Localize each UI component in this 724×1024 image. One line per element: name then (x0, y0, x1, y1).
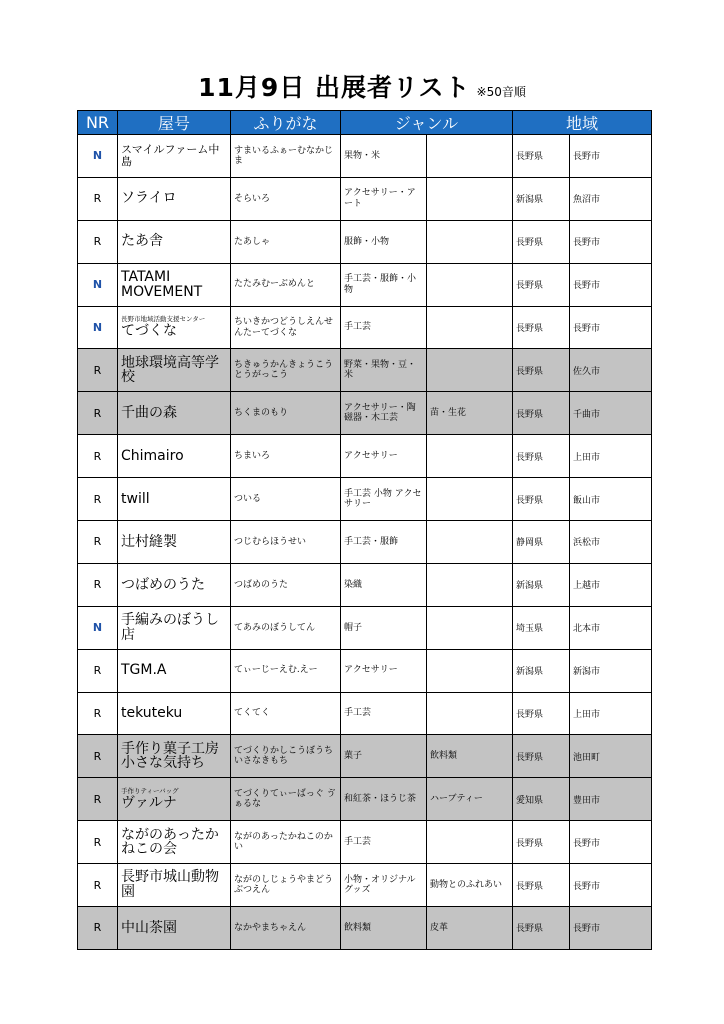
genre-cell-1: 飲料類 (341, 907, 427, 950)
genre-cell-2 (427, 521, 513, 564)
genre-cell-2 (427, 177, 513, 220)
city-cell: 長野市 (570, 864, 652, 907)
kana-cell: つじむらほうせい (231, 521, 341, 564)
city-cell: 豊田市 (570, 778, 652, 821)
kana-cell: たたみむーぶめんと (231, 263, 341, 306)
table-row (78, 907, 652, 950)
kana-cell: そらいろ (231, 177, 341, 220)
name-cell: TATAMI MOVEMENT (118, 263, 231, 306)
prefecture-cell: 長野県 (513, 478, 570, 521)
genre-cell-2: 苗・生花 (427, 392, 513, 435)
genre-cell-1: 野菜・果物・豆・米 (341, 349, 427, 392)
genre-cell-2 (427, 478, 513, 521)
table-row (78, 606, 652, 649)
city-cell: 長野市 (570, 263, 652, 306)
nr-cell: R (78, 864, 118, 907)
city-cell: 浜松市 (570, 521, 652, 564)
genre-cell-1: 小物・オリジナルグッズ (341, 864, 427, 907)
table-row (78, 220, 652, 263)
nr-cell: R (78, 478, 118, 521)
city-cell: 上田市 (570, 435, 652, 478)
city-cell: 千曲市 (570, 392, 652, 435)
table-row (78, 177, 652, 220)
genre-cell-2: 皮革 (427, 907, 513, 950)
genre-cell-1: 和紅茶・ほうじ茶 (341, 778, 427, 821)
kana-cell: てづくりかしこうぼうちいさなきもち (231, 735, 341, 778)
city-cell: 新潟市 (570, 649, 652, 692)
genre-cell-2: ハーブティー (427, 778, 513, 821)
page-title: 11月9日 出展者リスト (198, 73, 471, 102)
nr-cell: R (78, 649, 118, 692)
kana-cell: てぃーじーえむ.えー (231, 649, 341, 692)
nr-cell: N (78, 135, 118, 178)
city-cell: 上田市 (570, 692, 652, 735)
city-cell: 佐久市 (570, 349, 652, 392)
table-row (78, 135, 652, 178)
city-cell: 長野市 (570, 907, 652, 950)
kana-cell: てくてく (231, 692, 341, 735)
prefecture-cell: 長野県 (513, 864, 570, 907)
prefecture-cell: 長野県 (513, 735, 570, 778)
name-cell: tekuteku (118, 692, 231, 735)
name-cell: 中山茶園 (118, 907, 231, 950)
name-cell: 辻村縫製 (118, 521, 231, 564)
city-cell: 魚沼市 (570, 177, 652, 220)
table-row (78, 478, 652, 521)
genre-cell-2 (427, 563, 513, 606)
table-row (78, 435, 652, 478)
prefecture-cell: 新潟県 (513, 177, 570, 220)
prefecture-cell: 埼玉県 (513, 606, 570, 649)
city-cell: 長野市 (570, 821, 652, 864)
kana-cell: たあしゃ (231, 220, 341, 263)
title-block (0, 68, 724, 108)
nr-cell: R (78, 563, 118, 606)
nr-cell: R (78, 435, 118, 478)
nr-cell: R (78, 521, 118, 564)
genre-cell-2 (427, 821, 513, 864)
table-row (78, 392, 652, 435)
genre-cell-2 (427, 606, 513, 649)
prefecture-cell: 新潟県 (513, 649, 570, 692)
nr-cell: R (78, 907, 118, 950)
prefecture-cell: 長野県 (513, 135, 570, 178)
genre-cell-1: 帽子 (341, 606, 427, 649)
nr-cell: R (78, 220, 118, 263)
nr-cell: R (78, 821, 118, 864)
name-cell: たあ舎 (118, 220, 231, 263)
genre-cell-1: 手工芸 (341, 692, 427, 735)
table-row (78, 263, 652, 306)
name-cell: 長野市城山動物園 (118, 864, 231, 907)
genre-cell-1: アクセサリー・陶磁器・木工芸 (341, 392, 427, 435)
header-nr: NR (78, 111, 118, 135)
header-name: 屋号 (118, 111, 231, 135)
exhibitor-table (77, 110, 652, 950)
name-cell: ながのあったかねこの会 (118, 821, 231, 864)
genre-cell-1: アクセサリー (341, 435, 427, 478)
name-cell: Chimairo (118, 435, 231, 478)
table-row (78, 692, 652, 735)
name-main: てづくな (121, 322, 177, 339)
header-row (78, 111, 652, 135)
name-cell: 地球環境高等学校 (118, 349, 231, 392)
kana-cell: ちまいろ (231, 435, 341, 478)
genre-cell-1: 服飾・小物 (341, 220, 427, 263)
kana-cell: つばめのうた (231, 563, 341, 606)
prefecture-cell: 長野県 (513, 821, 570, 864)
genre-cell-1: 手工芸・服飾・小物 (341, 263, 427, 306)
kana-cell: すまいるふぁーむなかじま (231, 135, 341, 178)
name-cell: つばめのうた (118, 563, 231, 606)
genre-cell-2: 飲料類 (427, 735, 513, 778)
genre-cell-1: 手工芸・服飾 (341, 521, 427, 564)
kana-cell: なかやまちゃえん (231, 907, 341, 950)
kana-cell: ながのしじょうやまどうぶつえん (231, 864, 341, 907)
header-region: 地域 (513, 111, 652, 135)
genre-cell-2 (427, 263, 513, 306)
kana-cell: ちきゅうかんきょうこうとうがっこう (231, 349, 341, 392)
city-cell: 長野市 (570, 220, 652, 263)
kana-cell: てづくりてぃーばっぐ ゔぁるな (231, 778, 341, 821)
genre-cell-2 (427, 649, 513, 692)
header-kana: ふりがな (231, 111, 341, 135)
nr-cell: R (78, 177, 118, 220)
name-sub: 手作りティーバッグ (121, 786, 179, 795)
genre-cell-2 (427, 435, 513, 478)
genre-cell-1: 手工芸 小物 アクセサリー (341, 478, 427, 521)
nr-cell: R (78, 349, 118, 392)
nr-cell: N (78, 606, 118, 649)
name-cell (118, 306, 231, 349)
genre-cell-2 (427, 220, 513, 263)
city-cell: 飯山市 (570, 478, 652, 521)
city-cell: 池田町 (570, 735, 652, 778)
table-row (78, 778, 652, 821)
nr-cell: R (78, 735, 118, 778)
kana-cell: ながのあったかねこのかい (231, 821, 341, 864)
city-cell: 長野市 (570, 135, 652, 178)
nr-cell: R (78, 778, 118, 821)
nr-cell: N (78, 263, 118, 306)
table-row (78, 306, 652, 349)
kana-cell: てあみのぼうしてん (231, 606, 341, 649)
kana-cell: ちいきかつどうしえんせんたーてづくな (231, 306, 341, 349)
nr-cell: R (78, 692, 118, 735)
table-row (78, 821, 652, 864)
genre-cell-1: 菓子 (341, 735, 427, 778)
prefecture-cell: 長野県 (513, 263, 570, 306)
genre-cell-1: 手工芸 (341, 821, 427, 864)
table-row (78, 521, 652, 564)
prefecture-cell: 長野県 (513, 692, 570, 735)
nr-cell: R (78, 392, 118, 435)
table-body (78, 135, 652, 950)
prefecture-cell: 長野県 (513, 349, 570, 392)
genre-cell-1: 果物・米 (341, 135, 427, 178)
table-row (78, 563, 652, 606)
name-cell: twill (118, 478, 231, 521)
prefecture-cell: 長野県 (513, 306, 570, 349)
prefecture-cell: 長野県 (513, 435, 570, 478)
city-cell: 上越市 (570, 563, 652, 606)
genre-cell-1: 染織 (341, 563, 427, 606)
nr-cell: N (78, 306, 118, 349)
name-main: ヴァルナ (121, 794, 177, 811)
prefecture-cell: 長野県 (513, 220, 570, 263)
name-cell (118, 778, 231, 821)
table-row (78, 735, 652, 778)
genre-cell-2: 動物とのふれあい (427, 864, 513, 907)
kana-cell: ついる (231, 478, 341, 521)
prefecture-cell: 長野県 (513, 392, 570, 435)
title-note: ※50音順 (476, 85, 526, 99)
name-cell: 千曲の森 (118, 392, 231, 435)
genre-cell-1: アクセサリー・アート (341, 177, 427, 220)
table-row (78, 649, 652, 692)
genre-cell-1: アクセサリー (341, 649, 427, 692)
prefecture-cell: 愛知県 (513, 778, 570, 821)
name-sub: 長野市地域活動支援センター (121, 314, 206, 323)
table-row (78, 864, 652, 907)
header-genre: ジャンル (341, 111, 513, 135)
genre-cell-1: 手工芸 (341, 306, 427, 349)
genre-cell-2 (427, 306, 513, 349)
prefecture-cell: 静岡県 (513, 521, 570, 564)
prefecture-cell: 長野県 (513, 907, 570, 950)
name-cell: TGM.A (118, 649, 231, 692)
prefecture-cell: 新潟県 (513, 563, 570, 606)
city-cell: 長野市 (570, 306, 652, 349)
name-cell: 手編みのぼうし店 (118, 606, 231, 649)
genre-cell-2 (427, 692, 513, 735)
name-cell: ソライロ (118, 177, 231, 220)
kana-cell: ちくまのもり (231, 392, 341, 435)
city-cell: 北本市 (570, 606, 652, 649)
genre-cell-2 (427, 349, 513, 392)
genre-cell-2 (427, 135, 513, 178)
table-row (78, 349, 652, 392)
name-cell: スマイルファーム中島 (118, 135, 231, 178)
name-cell: 手作り菓子工房 小さな気持ち (118, 735, 231, 778)
